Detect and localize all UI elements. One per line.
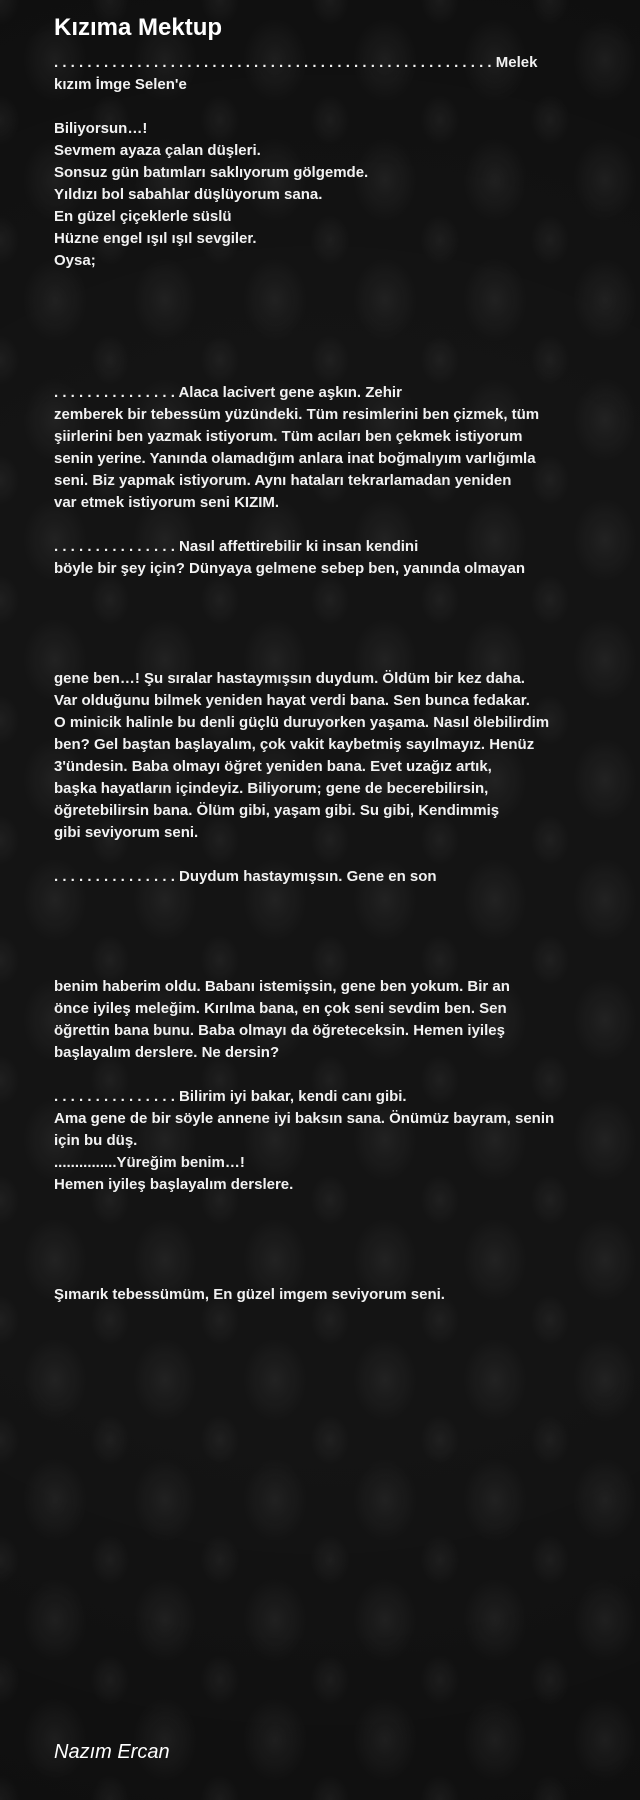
poem-line: En güzel çiçeklerle süslü [54, 208, 232, 225]
poem-line: önce iyileş meleğim. Kırılma bana, en çok seni sevdim ben. Sen [54, 1000, 507, 1017]
poem-line: . . . . . . . . . . . . . . . Bilirim iyi bakar, kendi canı gibi. [54, 1088, 407, 1105]
poem-line: şiirlerini ben yazmak istiyorum. Tüm acıları ben çekmek istiyorum [54, 428, 523, 445]
poem-line: . . . . . . . . . . . . . . . Alaca lacivert gene aşkın. Zehir [54, 384, 402, 401]
poem-line [54, 1218, 614, 1240]
poem-line [54, 1262, 614, 1284]
poem-line [54, 294, 614, 316]
poem-line: kızım İmge Selen'e [54, 76, 187, 93]
poem-line [54, 514, 614, 536]
poem-line [54, 844, 614, 866]
poem-line: Var olduğunu bilmek yeniden hayat verdi bana. Sen bunca fedakar. [54, 692, 530, 709]
poem-line: için bu düş. [54, 1132, 138, 1149]
poem-line: senin yerine. Yanında olamadığım anlara inat boğmalıyım varlığımla [54, 450, 536, 467]
poem-line: Sonsuz gün batımları saklıyorum gölgemde. [54, 164, 369, 181]
poem-line [54, 910, 614, 932]
poem-line [54, 316, 614, 338]
poem-line: Oysa; [54, 252, 96, 269]
poem-line: seni. Biz yapmak istiyorum. Aynı hataları tekrarlamadan yeniden [54, 472, 512, 489]
poem-line [54, 932, 614, 954]
poem-line [54, 360, 614, 382]
poem-line [54, 954, 614, 976]
poem-line [54, 1064, 614, 1086]
poem-line: gibi seviyorum seni. [54, 824, 199, 841]
poem-line [54, 1240, 614, 1262]
poem-author: Nazım Ercan [54, 1741, 170, 1763]
poem-line: öğretebilirsin bana. Ölüm gibi, yaşam gibi. Su gibi, Kendimmiş [54, 802, 500, 819]
poem-line: 3'ündesin. Baba olmayı öğret yeniden bana. Evet uzağız artık, [54, 758, 492, 775]
poem-title: Kızıma Mektup [54, 14, 223, 41]
poem-line: . . . . . . . . . . . . . . . . . . . . . . . . . . . . . . . . . . . . . . . . . . . . . . . . . . . . . Melek [54, 54, 538, 71]
poem-line [54, 624, 614, 646]
poem-line: var etmek istiyorum seni KIZIM. [54, 494, 280, 511]
poem-line [54, 580, 614, 602]
poem-line: Ama gene de bir söyle annene iyi baksın sana. Önümüz bayram, senin [54, 1110, 555, 1127]
poem-line: böyle bir şey için? Dünyaya gelmene sebep ben, yanında olmayan [54, 560, 525, 577]
poem-line: başlayalım derslere. Ne dersin? [54, 1044, 280, 1061]
poem-line: O minicik halinle bu denli güçlü duruyorken yaşama. Nasıl ölebilirdim [54, 714, 550, 731]
poem-line: zemberek bir tebessüm yüzündeki. Tüm resimlerini ben çizmek, tüm [54, 406, 540, 423]
poem-line [54, 338, 614, 360]
poem-line [54, 1196, 614, 1218]
poem-line: Biliyorsun…! [54, 120, 148, 137]
poem-line: başka hayatların içindeyiz. Biliyorum; gene de becerebilirsin, [54, 780, 489, 797]
poem-line: Hemen iyileş başlayalım derslere. [54, 1176, 294, 1193]
poem-line [54, 602, 614, 624]
poem-line: öğrettin bana bunu. Baba olmayı da öğreteceksin. Hemen iyileş [54, 1022, 505, 1039]
poem-line [54, 96, 614, 118]
poem-line: gene ben…! Şu sıralar hastaymışsın duydum. Öldüm bir kez daha. [54, 670, 525, 687]
poem-line: Yıldızı bol sabahlar düşlüyorum sana. [54, 186, 323, 203]
poem-line [54, 888, 614, 910]
poem-line: . . . . . . . . . . . . . . . Nasıl affettirebilir ki insan kendini [54, 538, 419, 555]
poem-line: ben? Gel baştan başlayalım, çok vakit kaybetmiş sayılmayız. Henüz [54, 736, 535, 753]
poem-line: Sevmem ayaza çalan düşleri. [54, 142, 261, 159]
poem-line: Şımarık tebessümüm, En güzel imgem seviyorum seni. [54, 1286, 445, 1303]
poem-body [54, 52, 614, 1306]
poem-line: Hüzne engel ışıl ışıl sevgiler. [54, 230, 257, 247]
poem-container [54, 14, 614, 1306]
poem-line [54, 272, 614, 294]
poem-line: ...............Yüreğim benim…! [54, 1154, 245, 1171]
poem-line: . . . . . . . . . . . . . . . Duydum hastaymışsın. Gene en son [54, 868, 437, 885]
poem-line [54, 646, 614, 668]
poem-line: benim haberim oldu. Babanı istemişsin, gene ben yokum. Bir an [54, 978, 510, 995]
